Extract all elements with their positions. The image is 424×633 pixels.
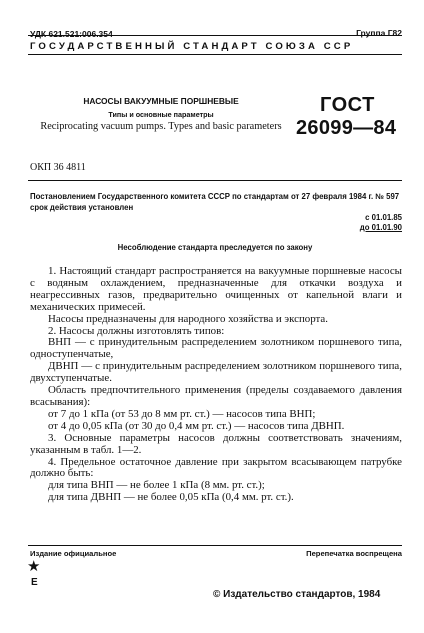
body-paragraph: 1. Настоящий стандарт распространяется на вакуумные поршневые насосы с водяным охлаждением, предназначенные для откачки воздуха и неагрессивных газов, предварительно очищенных от капельной влаги и механических примесей. <box>30 265 402 313</box>
top-divider <box>28 35 402 36</box>
body-paragraph: для типа ВНП — не более 1 кПа (8 мм. рт. ст.); <box>48 479 265 492</box>
body-paragraph: ДВНП — с принудительным распределением золотником поршневого типа, двухступенчатые. <box>30 360 402 385</box>
body-paragraph: 3. Основные параметры насосов должны соответствовать значениям, указанным в табл. 1—2. <box>30 431 402 456</box>
title-en: Reciprocating vacuum pumps. Types and basic parameters <box>40 121 282 132</box>
star-icon: ★ <box>27 559 41 575</box>
publisher-copyright: © Издательство стандартов, 1984 <box>213 589 381 600</box>
legal-warning: Несоблюдение стандарта преследуется по закону <box>117 243 313 252</box>
body-paragraph: для типа ДВНП — не более 0,05 кПа (0,4 мм. рт. ст.). <box>48 491 294 504</box>
body-paragraph: 4. Предельное остаточное давление при закрытом всасывающем патрубке должно быть: <box>30 455 402 480</box>
title-ru: НАСОСЫ ВАКУУМНЫЕ ПОРШНЕВЫЕ <box>83 96 239 106</box>
gost-label: ГОСТ <box>320 94 375 116</box>
body-paragraph: от 4 до 0,05 кПа (от 30 до 0,4 мм рт. ст.) — насосов типа ДВНП. <box>48 419 345 432</box>
decree-text: Постановлением Государственного комитета СССР по стандартам от 27 февраля 1984 г. № 597 срок действия установлен <box>30 192 400 212</box>
footer-divider <box>28 545 402 546</box>
header-divider <box>28 54 402 55</box>
validity-dates <box>360 213 402 233</box>
date-to: до 01.01.90 <box>359 223 402 232</box>
gost-number: 26099—84 <box>296 117 397 139</box>
state-standard-banner: ГОСУДАРСТВЕННЫЙ СТАНДАРТ СОЮЗА ССР <box>30 41 354 52</box>
body-paragraph: от 7 до 1 кПа (от 53 до 8 мм рт. ст.) — насосов типа ВНП; <box>48 407 316 420</box>
okp-code: ОКП 36 4811 <box>30 162 86 173</box>
body-paragraph: 2. Насосы должны изготовлять типов: <box>48 324 225 337</box>
date-from: с 01.01.85 <box>365 213 402 222</box>
body-paragraph: Насосы предназначены для народного хозяйства и экспорта. <box>48 312 328 325</box>
body-text <box>30 266 402 504</box>
edition-letter: Е <box>31 577 38 588</box>
official-edition: Издание официальное <box>30 549 117 558</box>
reprint-prohibited: Перепечатка воспрещена <box>306 549 402 558</box>
group-code: Группа Г82 <box>356 28 402 38</box>
body-paragraph: Область предпочтительного применения (пределы создаваемого давления всасывания): <box>30 384 402 408</box>
title-block <box>30 96 292 132</box>
subtitle-ru: Типы и основные параметры <box>108 110 214 119</box>
okp-divider <box>28 180 402 181</box>
udk-code: УДК 621.521:006.354 <box>30 29 113 39</box>
body-paragraph: ВНП — с принудительным распределением золотником поршневого типа, одноступенчатые, <box>30 336 402 361</box>
